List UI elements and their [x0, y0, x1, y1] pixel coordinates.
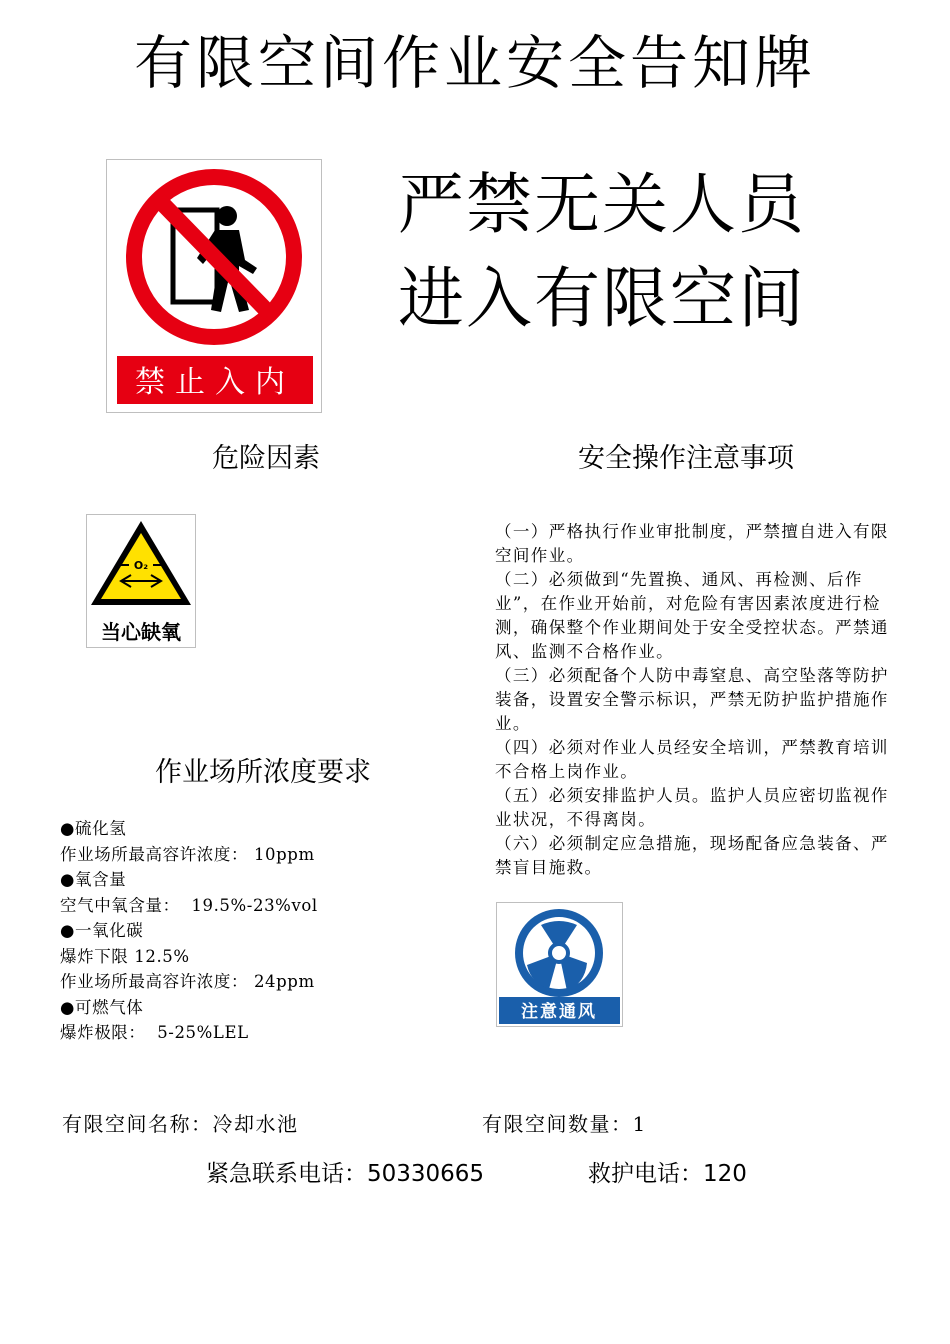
danger-factors-heading: 危险因素	[212, 443, 320, 474]
emergency-phone: 紧急联系电话：50330665	[206, 1161, 485, 1187]
concentration-line: ●可燃气体	[60, 997, 144, 1017]
oxygen-warning-icon	[87, 515, 195, 647]
o2-label: O₂	[133, 559, 149, 572]
space-count: 有限空间数量：1	[482, 1112, 647, 1136]
safety-notes-list	[495, 520, 890, 880]
oxygen-warning-sign	[86, 514, 196, 648]
no-entry-sign	[106, 159, 322, 413]
rescue-phone: 救护电话：120	[588, 1161, 747, 1187]
safety-note-6: （六）必须制定应急措施，现场配备应急装备、严禁盲目施救。	[495, 834, 889, 877]
safety-note-5: （五）必须安排监护人员。监护人员应密切监视作业状况，不得离岗。	[495, 786, 889, 829]
safety-note-1: （一）严格执行作业审批制度，严禁擅自进入有限空间作业。	[495, 522, 889, 565]
concentration-line: 作业场所最高容许浓度： 24ppm	[60, 972, 315, 991]
headline	[398, 158, 806, 346]
headline-line-1: 严禁无关人员	[398, 166, 806, 243]
safety-note-2: （二）必须做到“先置换、通风、再检测、后作业”，在作业开始前，对危险有害因素浓度进行检测，确保整个作业期间处于安全受控状态。严禁通风、监测不合格作业。	[495, 570, 889, 661]
no-entry-icon	[107, 160, 321, 412]
safety-note-3: （三）必须配备个人防中毒窒息、高空坠落等防护装备，设置安全警示标识，严禁无防护监护措施作业。	[495, 666, 889, 733]
concentration-list	[60, 816, 318, 1046]
ventilation-sign	[496, 902, 623, 1027]
no-entry-label: 禁止入内	[135, 365, 295, 400]
safety-note-4: （四）必须对作业人员经安全培训，严禁教育培训不合格上岗作业。	[495, 738, 889, 781]
concentration-heading: 作业场所浓度要求	[155, 757, 371, 788]
oxygen-label: 当心缺氧	[101, 620, 181, 644]
concentration-line: 爆炸极限： 5-25%LEL	[60, 1023, 249, 1042]
concentration-line: ●氧含量	[60, 870, 127, 889]
concentration-line: 作业场所最高容许浓度： 10ppm	[60, 844, 315, 864]
concentration-line: 空气中氧含量： 19.5%-23%vol	[60, 895, 318, 915]
page-title: 有限空间作业安全告知牌	[133, 29, 816, 97]
ventilation-icon	[497, 903, 622, 1026]
ventilation-label: 注意通风	[521, 1002, 597, 1022]
headline-line-2: 进入有限空间	[398, 260, 806, 337]
concentration-line: 爆炸下限 12.5%	[60, 946, 190, 966]
safety-notes-heading: 安全操作注意事项	[578, 443, 794, 474]
concentration-line: ●一氧化碳	[60, 921, 144, 940]
concentration-line: ●硫化氢	[60, 819, 127, 838]
space-name: 有限空间名称：冷却水池	[62, 1112, 299, 1136]
